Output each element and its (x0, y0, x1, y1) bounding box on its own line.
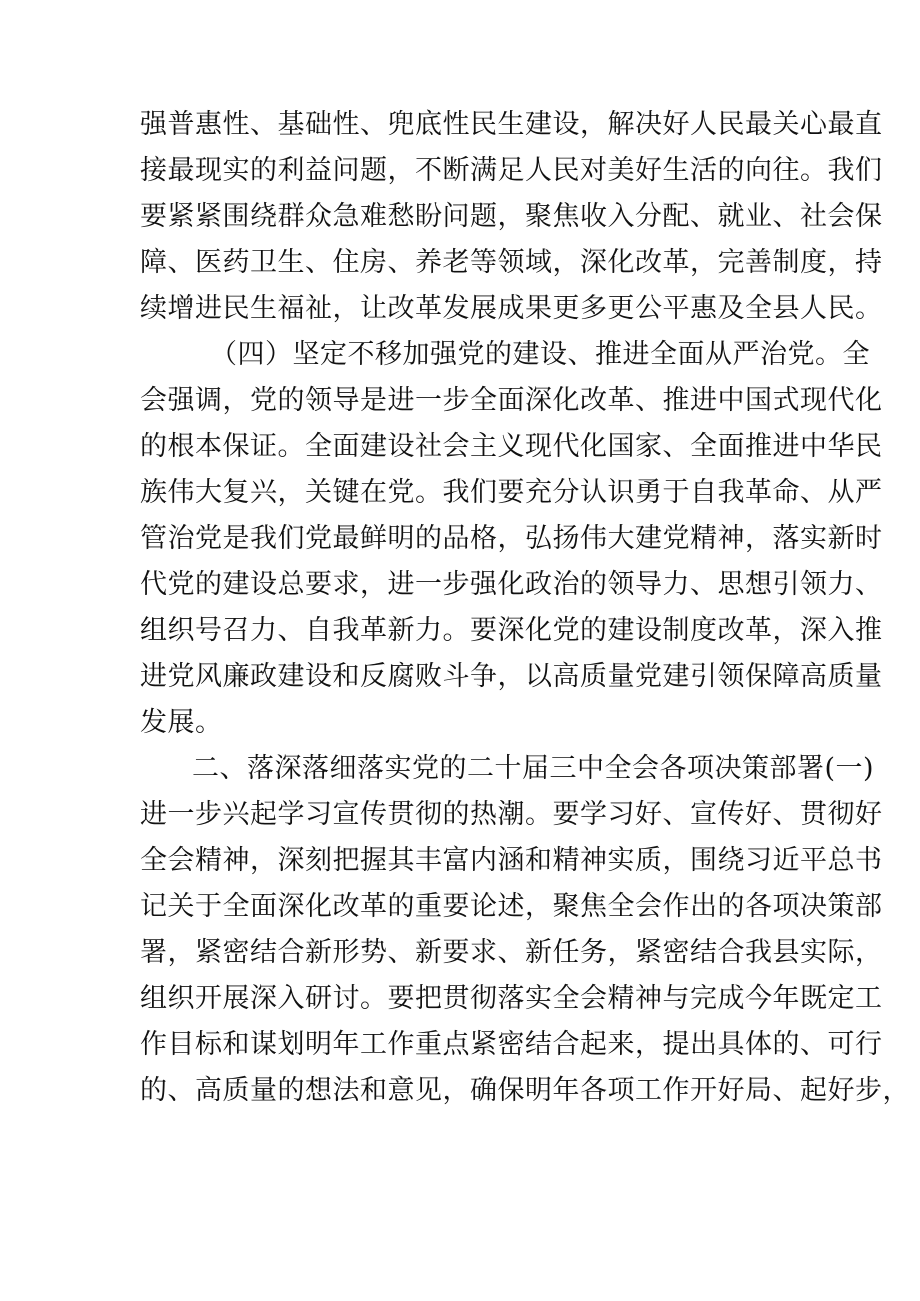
text-line: 记关于全面深化改革的重要论述，聚焦全会作出的各项决策部 (140, 891, 883, 922)
text-line: 要紧紧围绕群众急难愁盼问题，聚焦收入分配、就业、社会保 (140, 201, 883, 232)
text-line: 进一步兴起学习宣传贯彻的热潮。要学习好、宣传好、贯彻好 (140, 799, 883, 830)
document-page (140, 102, 910, 1114)
text-line: 代党的建设总要求，进一步强化政治的领导力、思想引领力、 (140, 569, 883, 600)
text-line: 全会精神，深刻把握其丰富内涵和精神实质，围绕习近平总书 (140, 845, 883, 876)
text-line: 的根本保证。全面建设社会主义现代化国家、全面推进中华民 (140, 431, 883, 462)
text-line: 作目标和谋划明年工作重点紧密结合起来，提出具体的、可行 (140, 1029, 883, 1060)
text-line: 二、落深落细落实党的二十届三中全会各项决策部署(一) (192, 753, 875, 784)
text-line: 强普惠性、基础性、兜底性民生建设，解决好人民最关心最直 (140, 109, 883, 140)
text-line: 进党风廉政建设和反腐败斗争，以高质量党建引领保障高质量 (140, 661, 883, 692)
text-line: 发展。 (140, 707, 223, 738)
text-line: 组织号召力、自我革新力。要深化党的建设制度改革，深入推 (140, 615, 883, 646)
text-line: 族伟大复兴，关键在党。我们要充分认识勇于自我革命、从严 (140, 477, 883, 508)
text-line: 署，紧密结合新形势、新要求、新任务，紧密结合我县实际， (140, 937, 883, 968)
text-line: 组织开展深入研讨。要把贯彻落实全会精神与完成今年既定工 (140, 983, 883, 1014)
text-line: 管治党是我们党最鲜明的品格，弘扬伟大建党精神，落实新时 (140, 523, 883, 554)
text-line: （四）坚定不移加强党的建设、推进全面从严治党。全 (210, 339, 870, 370)
text-line: 接最现实的利益问题，不断满足人民对美好生活的向往。我们 (140, 155, 883, 186)
text-line: 的、高质量的想法和意见，确保明年各项工作开好局、起好步， (140, 1075, 910, 1106)
paragraph-party-building (140, 332, 883, 746)
paragraph-implementation (140, 746, 910, 1114)
text-line: 障、医药卫生、住房、养老等领域，深化改革，完善制度，持 (140, 247, 883, 278)
text-line: 会强调，党的领导是进一步全面深化改革、推进中国式现代化 (140, 385, 883, 416)
text-line: 续增进民生福祉，让改革发展成果更多更公平惠及全县人民。 (140, 293, 883, 324)
paragraph-livelihood (140, 102, 883, 332)
